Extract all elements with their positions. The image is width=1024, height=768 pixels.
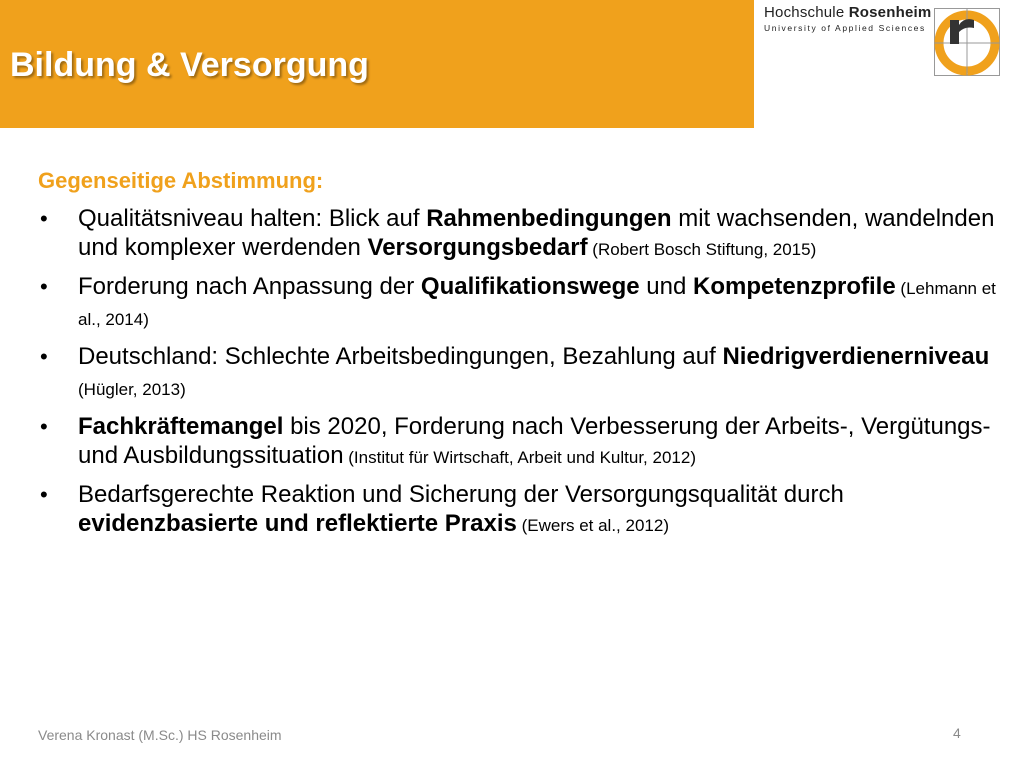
bullet-citation: (Hügler, 2013) — [78, 380, 186, 399]
logo-name-bold: Rosenheim — [848, 4, 932, 21]
bullet-text: Qualitätsniveau halten: Blick auf — [78, 205, 427, 232]
logo-name — [764, 4, 931, 21]
logo-mark-letter: r — [967, 74, 968, 75]
bullet-emphasis: Niedrigverdienerniveau — [722, 343, 990, 370]
bullet-icon: • — [40, 414, 48, 439]
logo-mark-icon — [934, 8, 1000, 76]
bullet-citation: (Ewers et al., 2012) — [516, 516, 669, 535]
bullet-text: mit wachsenden, wandelnden und komplexer werdenden — [78, 205, 995, 261]
title-bar — [0, 0, 754, 128]
bullet-emphasis: Qualifikationswege — [420, 273, 640, 300]
bullet-emphasis: Fachkräftemangel — [78, 413, 284, 440]
bullet-text: Deutschland: Schlechte Arbeitsbedingungen, Bezahlung auf — [78, 343, 723, 370]
bullet-citation: (Lehmann et al., 2014) — [78, 279, 996, 329]
subheading: Gegenseitige Abstimmung: — [38, 168, 324, 193]
bullet-text: bis 2020, Forderung nach Verbesserung der Arbeits-, Vergütungs- und Ausbildungssituation — [78, 413, 991, 469]
logo-subtitle: University of Applied Sciences — [764, 23, 926, 33]
bullet-text: Forderung nach Anpassung der — [78, 273, 421, 300]
logo-name-regular: Hochschule — [764, 4, 849, 21]
list-item — [38, 412, 998, 472]
bullet-text: und — [639, 273, 694, 300]
bullet-emphasis: evidenzbasierte und reflektierte Praxis — [78, 510, 517, 537]
bullet-emphasis: Kompetenzprofile — [693, 273, 896, 300]
bullet-list — [38, 204, 998, 540]
list-item — [38, 480, 998, 540]
bullet-emphasis: Rahmenbedingungen — [426, 205, 672, 232]
list-item — [38, 342, 998, 404]
bullet-citation: (Robert Bosch Stiftung, 2015) — [587, 240, 817, 259]
university-logo — [758, 2, 1024, 78]
bullet-icon: • — [40, 344, 48, 369]
list-item — [38, 272, 998, 334]
bullet-icon: • — [40, 274, 48, 299]
slide-content — [38, 168, 998, 548]
bullet-emphasis: Versorgungsbedarf — [367, 234, 588, 261]
slide-title: Bildung & Versorgung — [10, 46, 369, 84]
bullet-icon: • — [40, 482, 48, 507]
bullet-icon: • — [40, 206, 48, 231]
bullet-citation: (Institut für Wirtschaft, Arbeit und Kultur, 2012) — [343, 448, 696, 467]
bullet-text: Bedarfsgerechte Reaktion und Sicherung der Versorgungsqualität durch — [78, 481, 844, 508]
footer-author: Verena Kronast (M.Sc.) HS Rosenheim — [38, 727, 282, 743]
page-number: 4 — [953, 725, 961, 741]
list-item — [38, 204, 998, 264]
